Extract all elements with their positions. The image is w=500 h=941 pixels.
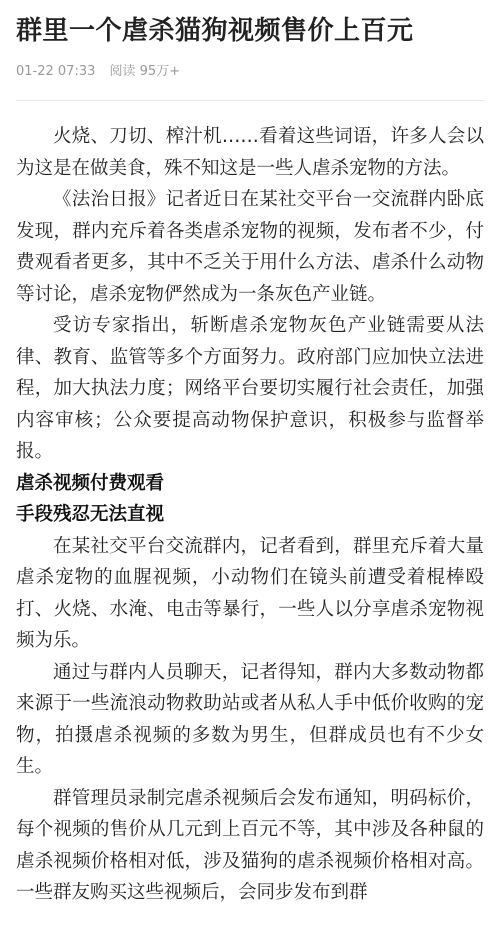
article-body	[0, 101, 500, 909]
article-title: 群里一个虐杀猫狗视频售价上百元	[16, 16, 414, 46]
paragraph: 受访专家指出，斩断虐杀宠物灰色产业链需要从法律、教育、监管等多个方面努力。政府部门应加快立法进程，加大执法力度；网络平台要切实履行社会责任，加强内容审核；公众要提高动物保护意识，积极参与监督举报。	[16, 315, 484, 462]
paragraph: 在某社交平台交流群内，记者看到，群里充斥着大量虐杀宠物的血腥视频，小动物们在镜头前遭受着棍棒殴打、火烧、水淹、电击等暴行，一些人以分享虐杀宠物视频为乐。	[16, 535, 484, 651]
paragraph: 《法治日报》记者近日在某社交平台一交流群内卧底发现，群内充斥着各类虐杀宠物的视频，发布者不少，付费观看者更多，其中不乏关于用什么方法、虐杀什么动物等讨论，虐杀宠物俨然成为一条灰色产业链。	[16, 189, 484, 305]
paragraph: 通过与群内人员聊天，记者得知，群内大多数动物都来源于一些流浪动物救助站或者从私人手中低价收购的宠物，拍摄虐杀视频的多数为男生，但群成员也有不少女生。	[16, 661, 484, 777]
read-count: 阅读 95万+	[109, 64, 181, 79]
section-heading: 虐杀视频付费观看	[16, 472, 165, 494]
paragraph: 群管理员录制完虐杀视频后会发布通知，明码标价，每个视频的售价从几元到上百元不等，其中涉及各种鼠的虐杀视频价格相对低，涉及猫狗的虐杀视频价格相对高。一些群友购买这些视频后，会同步发布到群	[16, 787, 484, 903]
article-meta	[0, 48, 500, 81]
publish-date: 01-22 07:33	[16, 64, 96, 79]
paragraph: 火烧、刀切、榨汁机……看着这些词语，许多人会以为这是在做美食，殊不知这是一些人虐杀宠物的方法。	[16, 126, 484, 179]
section-heading: 手段残忍无法直视	[16, 504, 165, 525]
